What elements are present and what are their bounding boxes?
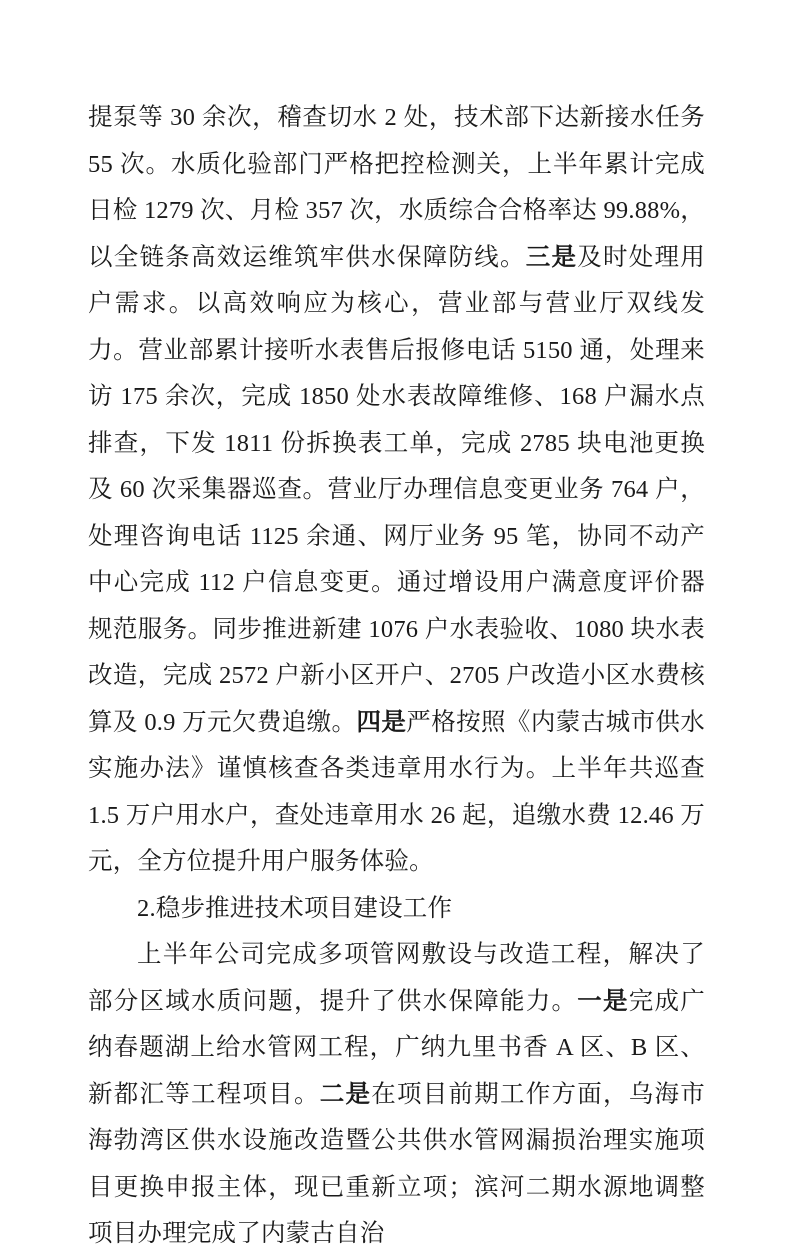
text-run: 2.稳步推进技术项目建设工作	[137, 894, 453, 922]
paragraph-1	[88, 95, 705, 886]
paragraph-2-heading	[88, 886, 705, 933]
text-run: 上半年公司完成多项管网敷设与改造工程，解决了部分区域水质问题，提升了供水保障能力。	[88, 941, 705, 1015]
text-run: 及时处理用户需求。以高效响应为核心，营业部与营业厅双线发力。营业部累计接听水表售后报修电话 5150 通，处理来访 175 余次，完成 1850 处水表故障维修、168 户漏水点排查，下发 1811 份拆换表工单，完成 2785 块电池更换及 60 次采集器巡查。营业厅办理信息变更业务 764 户，处理咨询电话 1125 余通、网厅业务 95 笔，协同不动产中心完成 112 户信息变更。通过增设用户满意度评价器规范服务。同步推进新建 1076 户水表验收、1080 块水表改造，完成 2572 户新小区开户、2705 户改造小区水费核算及 0.9 万元欠费追缴。	[88, 243, 706, 736]
text-run-emphasis: 四是	[356, 708, 407, 736]
text-run-emphasis: 一是	[577, 987, 629, 1015]
text-run: 严格按照《内蒙古城市供水实施办法》谨慎核查各类违章用水行为。上半年共巡查 1.5 万户用水户，查处违章用水 26 起，追缴水费 12.46 万元，全方位提升用户服务体验。	[88, 708, 705, 875]
text-run-emphasis: 三是	[525, 243, 578, 271]
document-body	[88, 95, 705, 1258]
text-run: 提泵等 30 余次，稽查切水 2 处，技术部下达新接水任务 55 次。水质化验部门严格把控检测关，上半年累计完成日检 1279 次、月检 357 次，水质综合合格率达 99.88%，以全链条高效运维筑牢供水保障防线。	[88, 104, 705, 271]
text-run: 在项目前期工作方面，乌海市海勃湾区供水设施改造暨公共供水管网漏损治理实施项目更换申报主体，现已重新立项；滨河二期水源地调整项目办理完成了内蒙古自治	[88, 1080, 705, 1247]
paragraph-3	[88, 932, 705, 1258]
text-run-emphasis: 二是	[319, 1080, 372, 1108]
text-run: 完成广纳春题湖上给水管网工程，广纳九里书香 A 区、B 区、新都汇等工程项目。	[88, 987, 705, 1108]
